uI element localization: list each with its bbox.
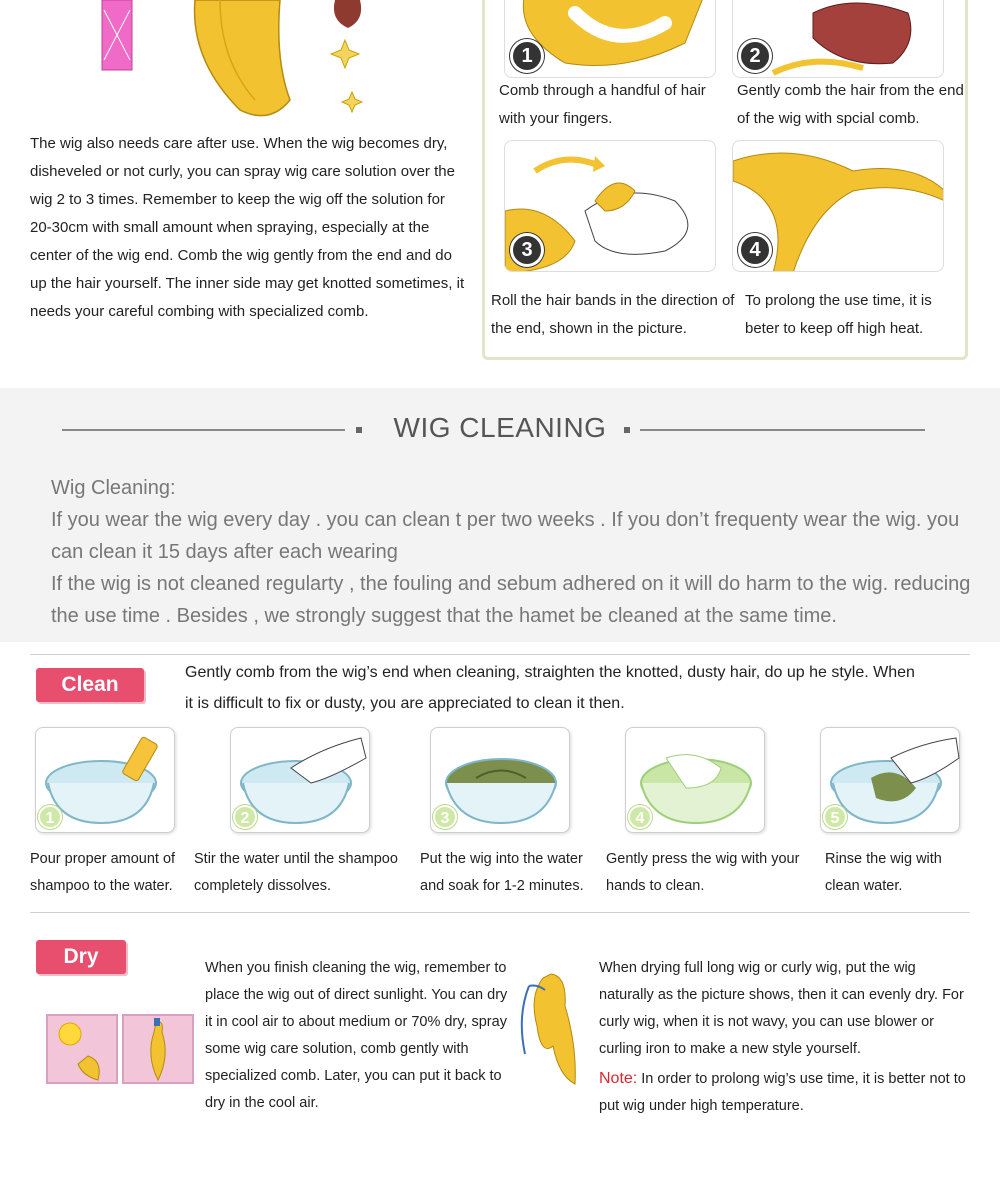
step-number-badge: 1 xyxy=(38,805,62,829)
clean-step-caption-1: Pour proper amount of shampoo to the water. xyxy=(30,851,176,894)
care-step-image-4 xyxy=(732,140,944,272)
clean-step-image-5 xyxy=(820,727,960,833)
clean-step-caption-5: Rinse the wig with clean water. xyxy=(825,851,942,894)
wig-cleaning-line-2: If the wig is not cleaned regularty , the fouling and sebum adhered on it will do harm to the wig. reducing the use time . Besides , we strongly suggest that the hamet be cleaned at the same time. xyxy=(51,573,971,627)
sun-dry-icon xyxy=(46,1014,118,1084)
care-step-caption-3: Roll the hair bands in the direction of the end, shown in the picture. xyxy=(491,292,735,337)
note-text: In order to prolong wig’s use time, it is better not to put wig under high temperature. xyxy=(599,1071,966,1114)
hanging-wig-illustration xyxy=(515,966,587,1090)
clean-step-image-4 xyxy=(625,727,765,833)
care-step-caption-4: To prolong the use time, it is beter to keep off high heat. xyxy=(745,292,932,337)
care-paragraph: The wig also needs care after use. When the wig becomes dry, disheveled or not curly, you can spray wig care solution over the wig 2 to 3 times. Remember to keep the wig off the solution for 20-30cm with small amount when spraying, especially at the center of the wig end. Comb the wig gently from the end and do up the hair yourself. The inner side may get knotted sometimes, it needs your careful combing with specialized comb. xyxy=(30,135,465,320)
step-number-badge: 2 xyxy=(738,39,772,73)
hanging-wig-icon xyxy=(122,1014,194,1084)
clean-step-caption-3: Put the wig into the water and soak for 1-2 minutes. xyxy=(420,851,584,894)
title-bullet-right xyxy=(624,427,630,433)
section-title: WIG CLEANING xyxy=(393,412,607,443)
care-step-image-1 xyxy=(504,0,716,78)
step-number-badge: 3 xyxy=(510,233,544,267)
dry-right-text xyxy=(599,955,974,1120)
clean-intro: Gently comb from the wig’s end when cleaning, straighten the knotted, dusty hair, do up he style. When it is difficult to fix or dusty, you are appreciated to clean it then. xyxy=(185,664,915,712)
step-number-badge: 1 xyxy=(510,39,544,73)
wig-cleaning-line-1: If you wear the wig every day . you can clean t per two weeks . If you don’t frequenty wear the wig. you can clean it 15 days after each wearing xyxy=(51,509,960,563)
dry-right-paragraph: When drying full long wig or curly wig, put the wig naturally as the picture shows, then it can evenly dry. For curly wig, when it is not wavy, you can use blower or curling iron to make a new style yourself. xyxy=(599,960,964,1057)
step-number-badge: 2 xyxy=(233,805,257,829)
dry-left-text: When you finish cleaning the wig, remember to place the wig out of direct sunlight. You can dry it in cool air to about medium or 70% dry, spray some wig care solution, comb gently with specialized comb. Later, you can put it back to dry in the cool air. xyxy=(205,960,508,1111)
clean-label: Clean xyxy=(36,668,144,702)
title-rule-left xyxy=(62,429,345,431)
care-step-image-3 xyxy=(504,140,716,272)
care-step-caption-1: Comb through a handful of hair with your fingers. xyxy=(499,82,706,127)
hair-illustration xyxy=(90,0,390,120)
wig-cleaning-heading: Wig Cleaning: xyxy=(51,477,176,499)
wig-cleaning-text xyxy=(51,472,971,632)
step-number-badge: 4 xyxy=(628,805,652,829)
clean-step-image-2 xyxy=(230,727,370,833)
divider xyxy=(30,654,970,655)
title-rule-right xyxy=(640,429,925,431)
note-label: Note: xyxy=(599,1070,638,1087)
step-number-badge: 5 xyxy=(823,805,847,829)
clean-step-image-1 xyxy=(35,727,175,833)
step-number-badge: 4 xyxy=(738,233,772,267)
care-step-image-2 xyxy=(732,0,944,78)
step-number-badge: 3 xyxy=(433,805,457,829)
clean-step-caption-4: Gently press the wig with your hands to clean. xyxy=(606,851,800,894)
care-step-caption-2: Gently comb the hair from the end of the wig with spcial comb. xyxy=(737,82,964,127)
clean-step-image-3 xyxy=(430,727,570,833)
dry-note xyxy=(599,1065,974,1120)
divider xyxy=(30,912,970,913)
clean-step-caption-2: Stir the water until the shampoo completely dissolves. xyxy=(194,851,398,894)
dry-label: Dry xyxy=(36,940,126,974)
